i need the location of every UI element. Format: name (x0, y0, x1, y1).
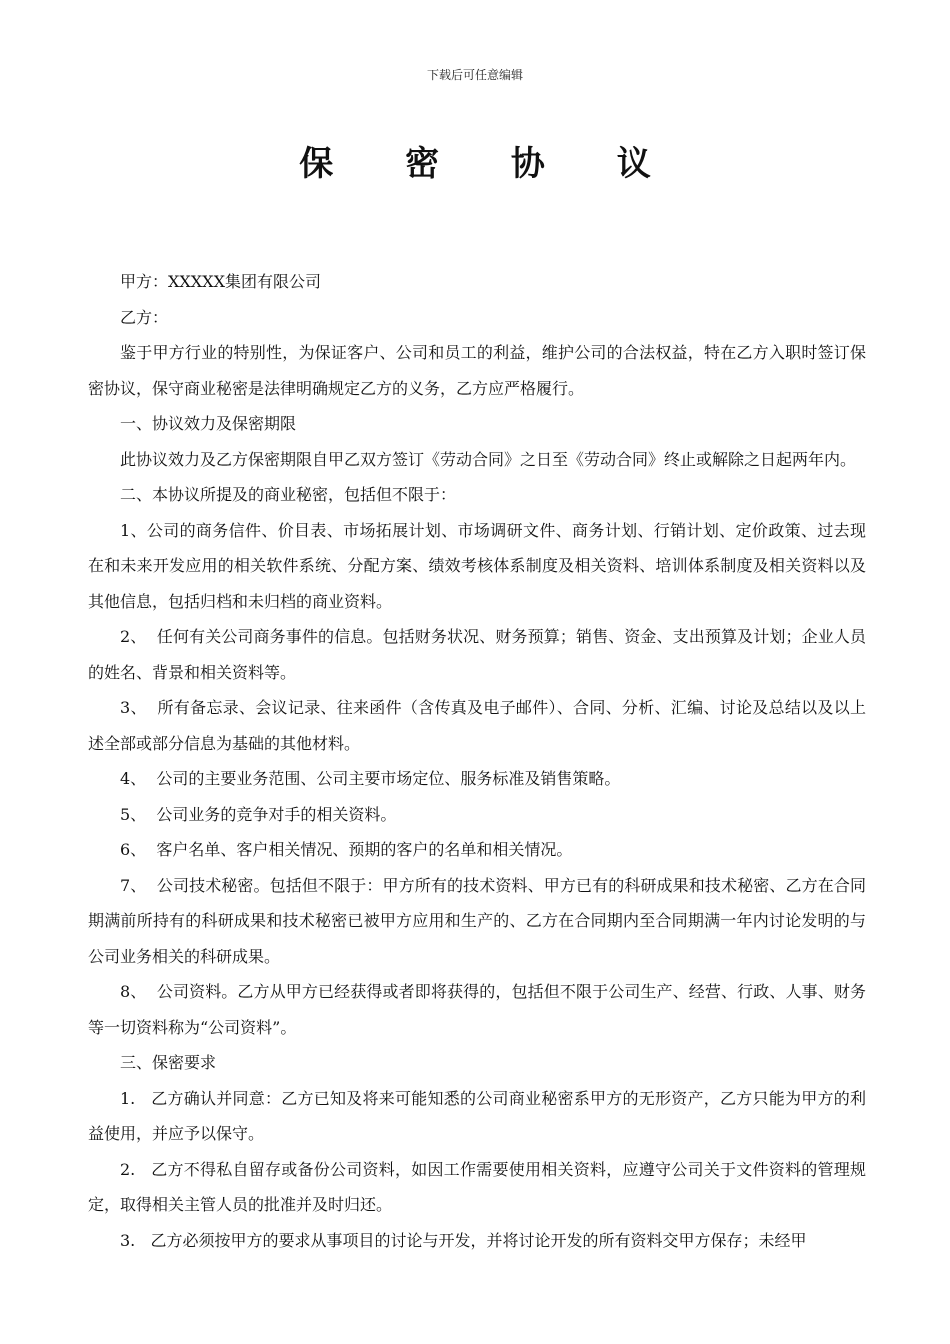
party-b-line: 乙方： (120, 307, 169, 327)
section-heading-1: 一、协议效力及保密期限 (120, 414, 297, 433)
list-item-2-4: 4、 公司的主要业务范围、公司主要市场定位、服务标准及销售策略。 (120, 769, 621, 788)
section-heading-2: 二、本协议所提及的商业秘密，包括但不限于： (120, 485, 457, 504)
list-item-3-3: 3. 乙方必须按甲方的要求从事项目的讨论与开发，并将讨论开发的所有资料交甲方保存；未经甲 (120, 1230, 807, 1250)
list-item-3-1: 1. 乙方确认并同意：乙方已知及将来可能知悉的公司商业秘密系甲方的无形资产，乙方只能为甲方的利益使用，并应予以保守。 (88, 1088, 866, 1143)
list-item-2-2: 2、 任何有关公司商务事件的信息。包括财务状况、财务预算；销售、资金、支出预算及计划；企业人员的姓名、背景和相关资料等。 (88, 627, 866, 682)
section-heading-3: 三、保密要求 (120, 1053, 217, 1072)
list-item-2-6: 6、 客户名单、客户相关情况、预期的客户的名单和相关情况。 (120, 840, 573, 859)
document-title: 保 密 协 议 (299, 144, 681, 184)
list-item-3-2: 2. 乙方不得私自留存或备份公司资料，如因工作需要使用相关资料，应遵守公司关于文件资料的管理规定，取得相关主管人员的批准并及时归还。 (88, 1159, 866, 1214)
header-note: 下载后可任意编辑 (426, 68, 523, 82)
list-item-2-5: 5、 公司业务的竞争对手的相关资料。 (120, 804, 397, 824)
list-item-2-7: 7、 公司技术秘密。包括但不限于：甲方所有的技术资料、甲方已有的科研成果和技术秘密、乙方在合同期满前所持有的科研成果和技术秘密已被甲方应用和生产的、乙方在合同期内至合同期满一年内讨论发明的与公司业务相关的科研成果。 (88, 875, 866, 966)
list-item-2-1: 1、公司的商务信件、价目表、市场拓展计划、市场调研文件、商务计划、行销计划、定价政策、过去现在和未来开发应用的相关软件系统、分配方案、绩效考核体系制度及相关资料、培训体系制度及相关资料以及其他信息，包括归档和未归档的商业资料。 (88, 520, 866, 611)
list-item-2-8: 8、 公司资料。乙方从甲方已经获得或者即将获得的，包括但不限于公司生产、经营、行政、人事、财务等一切资料称为“公司资料”。 (88, 982, 866, 1037)
section-1-paragraph: 此协议效力及乙方保密期限自甲乙双方签订《劳动合同》之日至《劳动合同》终止或解除之日起两年内。 (120, 449, 857, 469)
list-item-2-3: 3、 所有备忘录、会议记录、往来函件（含传真及电子邮件）、合同、分析、汇编、讨论及总结以及以上述全部或部分信息为基础的其他材料。 (88, 698, 866, 753)
party-a-line: 甲方：XXXXX集团有限公司 (120, 272, 321, 291)
preamble-paragraph: 鉴于甲方行业的特别性，为保证客户、公司和员工的利益，维护公司的合法权益，特在乙方入职时签订保密协议，保守商业秘密是法律明确规定乙方的义务，乙方应严格履行。 (88, 343, 866, 398)
document-body (88, 264, 866, 1258)
